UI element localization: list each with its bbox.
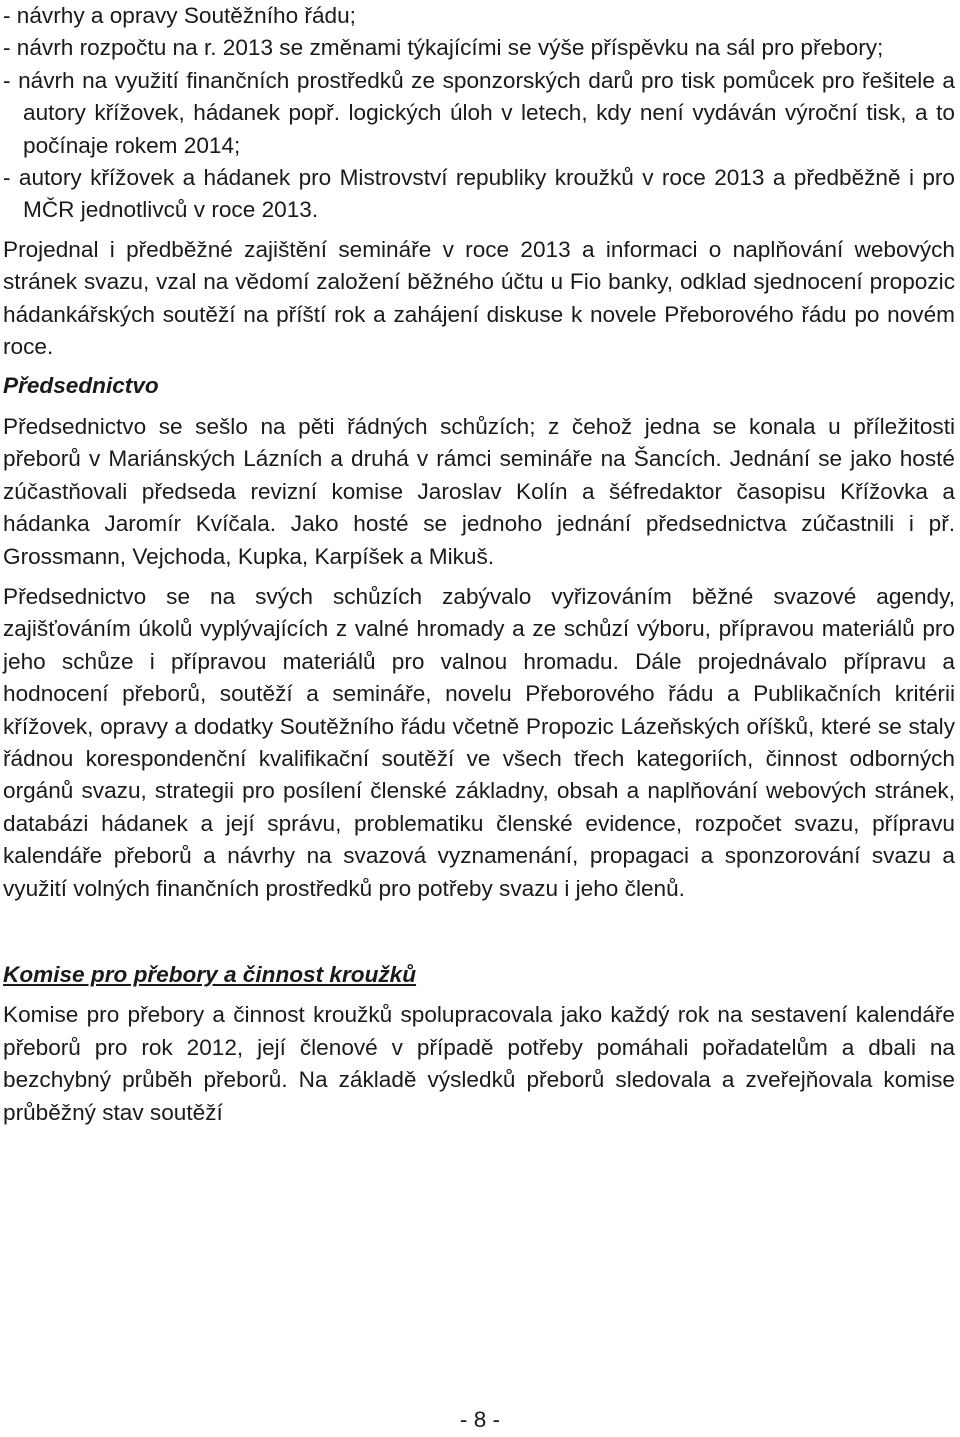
spacer [3,905,955,959]
agenda-list [3,0,955,227]
page-number: - 8 - [459,1407,501,1432]
competitions-paragraph: Komise pro přebory a činnost kroužků spolupracovala jako každý rok na sestavení kalendáře přeborů pro rok 2012, její členové v případě potřeby pomáhali pořadatelům a dbali na bezchybný průběh přeborů. Na základě výsledků přeborů sledovala a zveřejňovala komise průběžný stav soutěží [3,1002,955,1125]
section-heading-competitions: Komise pro přebory a činnost kroužků [3,961,417,987]
list-item: - návrh na využití finančních prostředků ze sponzorských darů pro tisk pomůcek pro řešitele a autory křížovek, hádanek popř. logických úloh v letech, kdy není vydáván výroční tisk, a to počínaje rokem 2014; [3,67,955,158]
spacer [3,227,955,234]
spacer [3,573,955,581]
section-heading-board: Předsednictvo [3,373,159,399]
spacer [3,991,955,999]
list-item: - autory křížovek a hádanek pro Mistrovství republiky kroužků v roce 2013 a předběžně i pro MČR jednotlivců v roce 2013. [3,165,955,223]
list-item: - návrhy a opravy Soutěžního řádu; [3,3,356,28]
spacer [3,363,955,370]
board-paragraph-agenda: Předsednictvo se na svých schůzích zabývalo vyřizováním běžné svazové agendy, zajišťováním úkolů vyplývajících z valné hromady a ze schůzí výboru, přípravou materiálů pro jeho schůze i přípravou materiálů pro valnou hromadu. Dále projednávalo přípravu a hodnocení přeborů, soutěží a semináře, novelu Přeborového řádu a Publikačních kritérii křížovek, opravy a dodatky Soutěžního řádu včetně Propozic Lázeňských oříšků, které se staly řádnou korespondenční kvalifikační soutěží ve všech třech kategoriích, činnost odborných orgánů svazu, strategii pro posílení členské základny, obsah a naplňování webových stránek, databázi hádanek a její správu, problematiku členské evidence, rozpočet svazu, přípravu kalendáře přeborů a návrhy na svazová vyznamenání, propagaci a sponzorování svazu a využití volných finančních prostředků pro potřeby svazu i jeho členů. [3,583,955,901]
list-item: - návrh rozpočtu na r. 2013 se změnami týkajícími se výše příspěvku na sál pro přebory; [3,35,884,61]
committee-paragraph: Projednal i předběžné zajištění semináře v roce 2013 a informaci o naplňování webových stránek svazu, vzal na vědomí založení běžného účtu u Fio banky, odklad sjednocení propozic hádankářských soutěží na příští rok a zahájení diskuse k novele Přeborového řádu po novém roce. [3,236,955,360]
board-paragraph-meetings: Předsednictvo se sešlo na pěti řádných schůzích; z čehož jedna se konala u příležitosti přeborů v Mariánských Lázních a druhá v rámci semináře na Šancích. Jednání se jako hosté zúčastňovali předseda revizní komise Jaroslav Kolín a šéfredaktor časopisu Křížovka a hádanka Jaromír Kvíčala. Jako hosté se jednoho jednání předsednictva zúčastnili i př. Grossmann, Vejchoda, Kupka, Karpíšek a Mikuš. [3,413,955,569]
document-page [3,0,955,1129]
spacer [3,403,955,411]
